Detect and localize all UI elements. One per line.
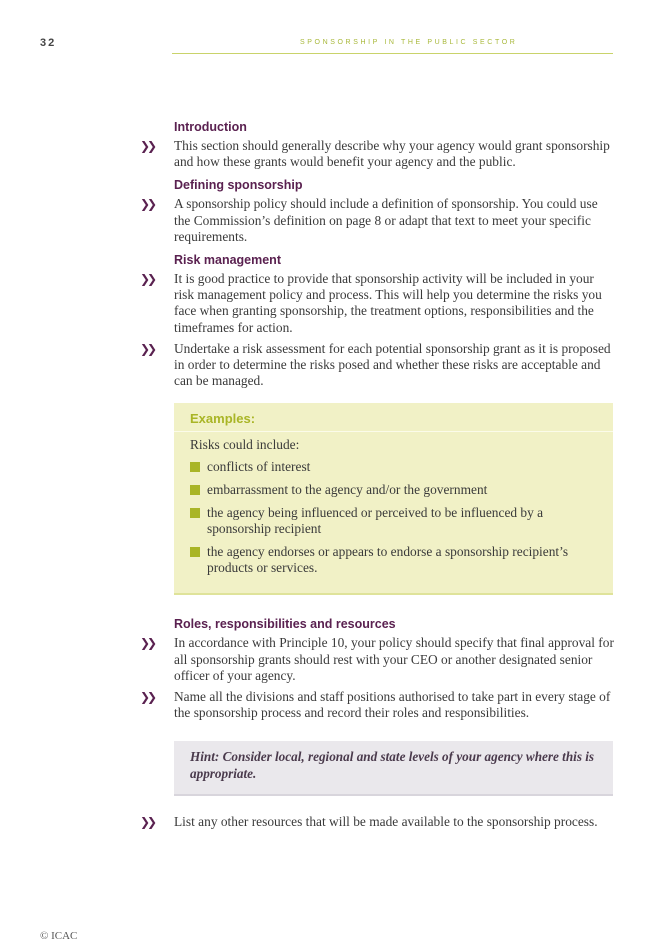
section-roles [140, 617, 615, 721]
bullet-item [140, 341, 615, 390]
section-heading: Roles, responsibilities and resources [174, 617, 396, 632]
square-bullet-icon [190, 547, 200, 557]
list-item [190, 505, 597, 537]
examples-box [174, 403, 613, 595]
square-bullet-icon [190, 485, 200, 495]
bullet-item [140, 138, 615, 170]
section-heading: Introduction [174, 120, 247, 134]
hint-box [174, 741, 613, 796]
double-chevron-icon: ❯❯ [140, 815, 155, 830]
section-heading: Defining sponsorship [174, 178, 303, 193]
examples-body [174, 432, 613, 593]
bullet-text: A sponsorship policy should include a definition of sponsorship. You could use the Commission’s definition on page 8 or adapt that text to meet your specific requirements. [174, 196, 598, 244]
running-header: SPONSORSHIP IN THE PUBLIC SECTOR [300, 39, 518, 46]
examples-intro: Risks could include: [190, 437, 300, 453]
section-risk-management [140, 253, 615, 389]
list-item [190, 482, 597, 498]
section-heading: Risk management [174, 253, 281, 268]
bullet-text: In accordance with Principle 10, your policy should specify that final approval for all sponsorship grants should rest with your CEO or another designated senior officer of your agency. [174, 635, 614, 683]
list-item-text: the agency being influenced or perceived to be influenced by a sponsorship recipient [207, 505, 544, 537]
page-content [140, 120, 615, 836]
copyright: © ICAC [40, 930, 78, 942]
square-bullet-icon [190, 462, 200, 472]
bullet-text: This section should generally describe why your agency would grant sponsorship and how these grants would benefit your agency and the public. [174, 138, 610, 170]
square-bullet-icon [190, 508, 200, 518]
bullet-text: Name all the divisions and staff positions authorised to take part in every stage of the sponsorship process and record their roles and responsibilities. [174, 689, 611, 721]
list-item [190, 459, 597, 475]
double-chevron-icon: ❯❯ [140, 139, 155, 153]
double-chevron-icon: ❯❯ [140, 690, 155, 705]
header-rule [172, 53, 613, 54]
bullet-item [140, 689, 615, 721]
bullet-item [140, 271, 615, 336]
list-item-text: conflicts of interest [207, 459, 311, 475]
bullet-text: It is good practice to provide that sponsorship activity will be included in your risk management policy and process. This will help you determine the risks you face when granting sponsorship, the treatment options, responsibilities and the timeframes for action. [174, 271, 602, 335]
double-chevron-icon: ❯❯ [140, 272, 155, 287]
examples-title: Examples: [174, 403, 613, 432]
bullet-text: Undertake a risk assessment for each potential sponsorship grant as it is proposed in order to determine the risks posed and whether these risks are acceptable and can be managed. [174, 340, 611, 389]
double-chevron-icon: ❯❯ [140, 197, 155, 212]
bullet-item [140, 635, 615, 684]
bullet-item [140, 814, 615, 831]
hint-text: Hint: Consider local, regional and state levels of your agency where this is appropriate. [190, 749, 595, 781]
bullet-item [140, 196, 615, 245]
list-item-text: the agency endorses or appears to endorse a sponsorship recipient’s products or services. [207, 544, 569, 576]
section-introduction [140, 120, 615, 170]
bullet-text: List any other resources that will be made available to the sponsorship process. [174, 814, 598, 830]
double-chevron-icon: ❯❯ [140, 341, 155, 356]
page-number: 32 [40, 37, 57, 49]
list-item-text: embarrassment to the agency and/or the government [207, 482, 488, 498]
list-item [190, 544, 597, 576]
section-defining-sponsorship [140, 178, 615, 245]
double-chevron-icon: ❯❯ [140, 636, 155, 651]
